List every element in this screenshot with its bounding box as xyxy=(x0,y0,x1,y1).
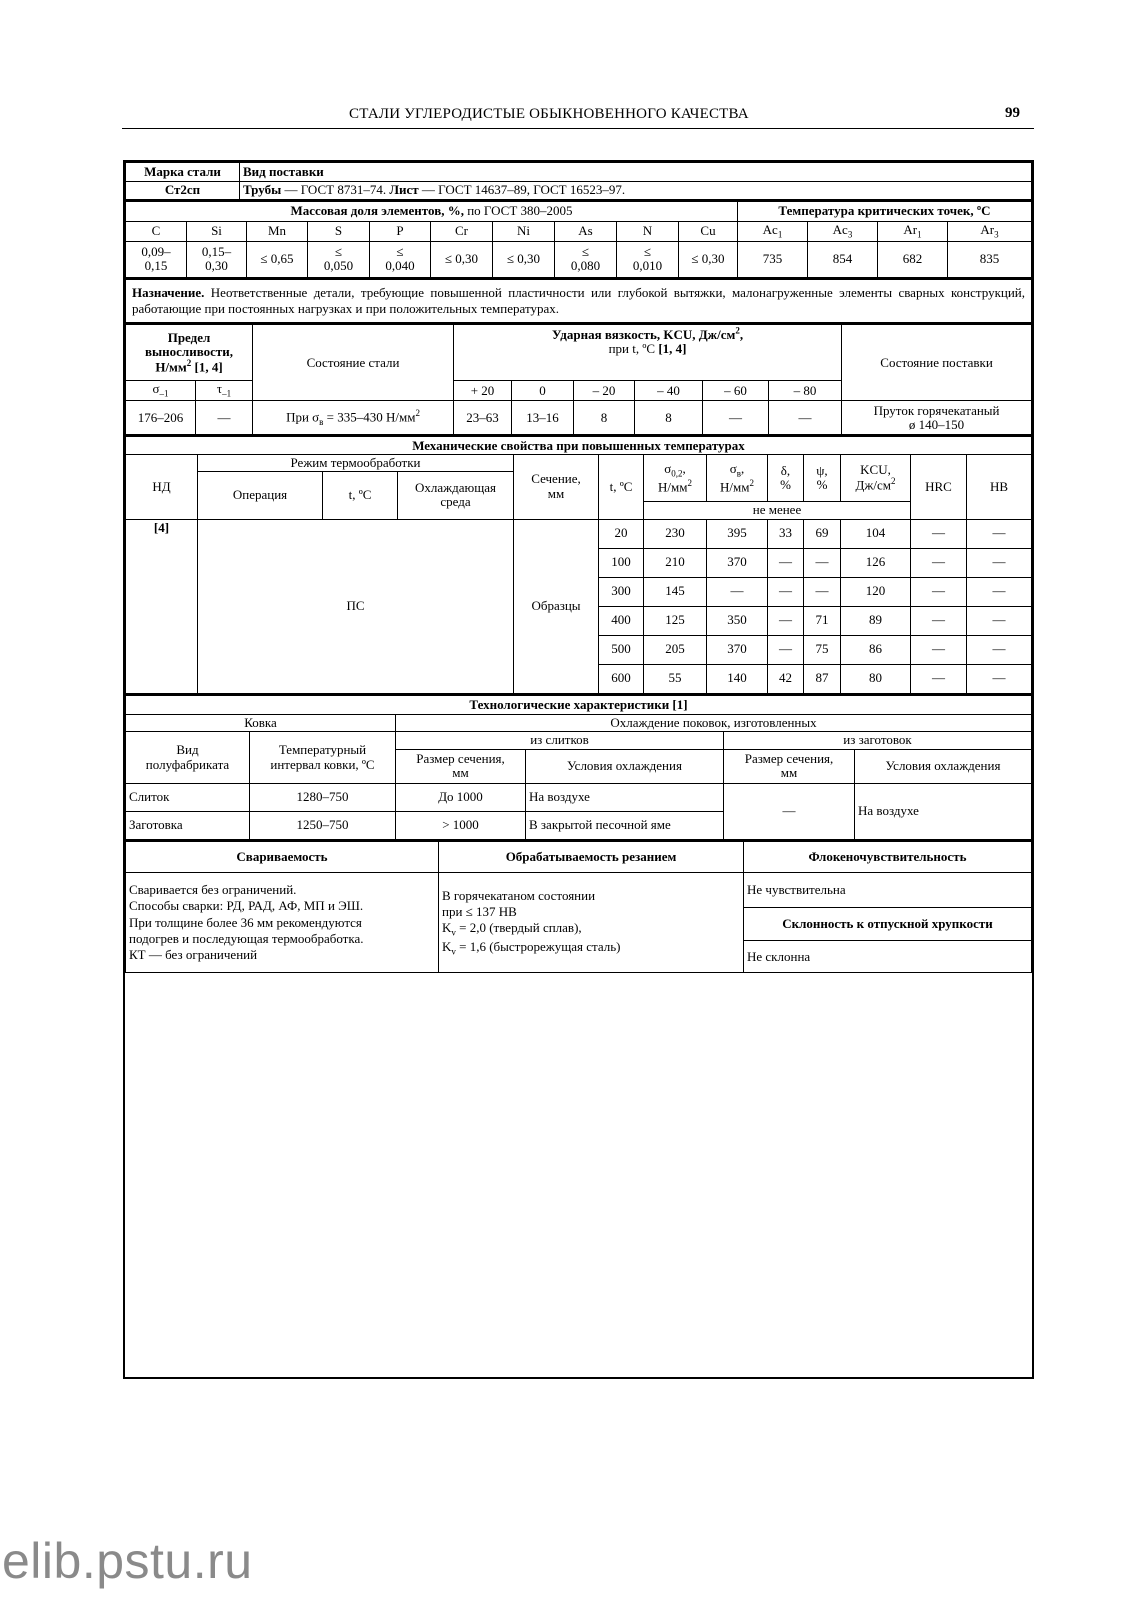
elongation-header: δ, % xyxy=(768,454,804,501)
from-billets-header: из заготовок xyxy=(724,732,1032,749)
impact-temp-2: – 20 xyxy=(574,380,635,400)
ingot-size-1: До 1000 xyxy=(396,783,526,811)
elevated-cell-r1-c7: — xyxy=(967,548,1032,577)
element-p-value: ≤ 0,040 xyxy=(370,241,431,277)
impact-value-4: — xyxy=(703,401,769,435)
kcu-header: KCU, $Дж/см^2$ xyxy=(841,454,911,501)
not-less-header: не менее xyxy=(644,502,911,519)
forging-header: Ковка xyxy=(126,715,396,732)
delivery-label: Вид поставки xyxy=(240,163,1032,182)
fatigue-header: Предел выносливости, $Н/мм^2$ [1, 4] xyxy=(126,324,253,380)
elevated-cell-r2-c1: 145 xyxy=(644,577,707,606)
elevated-cell-r5-c2: 140 xyxy=(707,664,768,693)
steel-state-header: Состояние стали xyxy=(253,324,454,400)
running-title: СТАЛИ УГЛЕРОДИСТЫЕ ОБЫКНОВЕННОГО КАЧЕСТВА xyxy=(349,106,749,122)
elevated-cell-r4-c2: 370 xyxy=(707,635,768,664)
ingot-size-2: > 1000 xyxy=(396,811,526,839)
elevated-cell-r1-c1: 210 xyxy=(644,548,707,577)
elevated-cell-r1-c0: 100 xyxy=(599,548,644,577)
elevated-cell-r3-c0: 400 xyxy=(599,606,644,635)
element-ni: Ni xyxy=(493,221,555,241)
elevated-cell-r5-c0: 600 xyxy=(599,664,644,693)
elevated-cell-r4-c7: — xyxy=(967,635,1032,664)
sigma-minus-one: $\sigma_{-1}$ xyxy=(126,380,196,400)
from-ingots-header: из слитков xyxy=(396,732,724,749)
delivery-state-header: Состояние поставки xyxy=(842,324,1032,400)
tau-minus-one: $\tau_{-1}$ xyxy=(196,380,253,400)
weldability-text: Сваривается без ограничений. Способы сварки: РД, РАД, АФ, МП и ЭШ. При толщине более 36 мм рекомендуются подогрев и последующая термообработка. КТ — без ограничений xyxy=(126,873,439,973)
flake-sensitivity-header: Флокеночувствительность xyxy=(744,841,1032,873)
elevated-cell-r1-c4: — xyxy=(804,548,841,577)
elevated-cell-r2-c2: — xyxy=(707,577,768,606)
reduction-header: ψ, % xyxy=(804,454,841,501)
heat-temp-header: t, ºС xyxy=(323,472,398,519)
element-n-value: ≤ 0,010 xyxy=(617,241,679,277)
elevated-cell-r4-c3: — xyxy=(768,635,804,664)
elevated-cell-r0-c1: 230 xyxy=(644,519,707,548)
elevated-cell-r5-c7: — xyxy=(967,664,1032,693)
ingot-cooling-2: В закрытой песочной яме xyxy=(526,811,724,839)
element-s: S xyxy=(308,221,370,241)
operation-value: ПС xyxy=(198,519,514,693)
machinability-header: Обрабатываемость резанием xyxy=(439,841,744,873)
forging-range-ingot: 1280–750 xyxy=(250,783,396,811)
steel-datasheet xyxy=(123,160,1034,1379)
elevated-cell-r2-c6: — xyxy=(911,577,967,606)
element-as: As xyxy=(555,221,617,241)
cooling-medium-header: Охлаждающая среда xyxy=(398,472,514,519)
elevated-cell-r3-c1: 125 xyxy=(644,606,707,635)
elevated-cell-r3-c5: 89 xyxy=(841,606,911,635)
elevated-cell-r0-c5: 104 xyxy=(841,519,911,548)
element-cr-value: ≤ 0,30 xyxy=(431,241,493,277)
element-c: C xyxy=(126,221,187,241)
element-cu-value: ≤ 0,30 xyxy=(679,241,738,277)
impact-temp-0: + 20 xyxy=(454,380,512,400)
flake-sensitivity-value: Не чувствительна xyxy=(744,873,1032,908)
delivery-value: Трубы — ГОСТ 8731–74. Лист — ГОСТ 14637–89, ГОСТ 16523–97. xyxy=(240,182,1032,200)
weldability-header: Свариваемость xyxy=(126,841,439,873)
technology-table xyxy=(125,694,1032,840)
temper-brittleness-value: Не склонна xyxy=(744,941,1032,973)
operation-header: Операция xyxy=(198,472,323,519)
semi-product-header: Вид полуфабриката xyxy=(126,732,250,783)
elevated-cell-r2-c3: — xyxy=(768,577,804,606)
impact-temp-3: – 40 xyxy=(635,380,703,400)
elevated-cell-r5-c3: 42 xyxy=(768,664,804,693)
elevated-cell-r3-c4: 71 xyxy=(804,606,841,635)
temperature-header: t, ºС xyxy=(599,454,644,519)
semi-product-billet: Заготовка xyxy=(126,811,250,839)
critical-point-3: $Ar_3$ xyxy=(948,221,1032,241)
elevated-cell-r2-c7: — xyxy=(967,577,1032,606)
element-cr: Cr xyxy=(431,221,493,241)
page-header xyxy=(122,104,1034,129)
grade-name: Ст2сп xyxy=(126,182,240,200)
delivery-state-value: Пруток горячекатаный ø 140–150 xyxy=(842,401,1032,435)
elevated-cell-r5-c4: 87 xyxy=(804,664,841,693)
elevated-temperature-table xyxy=(125,435,1032,693)
critical-point-2: $Ar_1$ xyxy=(878,221,948,241)
elevated-cell-r1-c6: — xyxy=(911,548,967,577)
regime-header: Режим термообработки xyxy=(198,454,514,471)
impact-temp-5: – 80 xyxy=(769,380,842,400)
purpose-note: Назначение. Неответственные детали, требующие повышенной пластичности или глубокой вытяжки, малонагруженные элементы сварных конструкций, работающие при постоянных нагрузках и при положительных температурах. xyxy=(126,279,1032,323)
elevated-cell-r2-c5: 120 xyxy=(841,577,911,606)
technology-title: Технологические характеристики [1] xyxy=(126,695,1032,715)
fatigue-impact-table xyxy=(125,323,1032,435)
impact-value-0: 23–63 xyxy=(454,401,512,435)
billet-size-header: Размер сечения, мм xyxy=(724,749,855,783)
hrc-header: HRC xyxy=(911,454,967,519)
impact-temp-1: 0 xyxy=(512,380,574,400)
elevated-cell-r4-c1: 205 xyxy=(644,635,707,664)
elevated-cell-r2-c4: — xyxy=(804,577,841,606)
yield-header: $\sigma_{0,2}$, $Н/мм^2$ xyxy=(644,454,707,501)
critical-point-2-value: 682 xyxy=(878,241,948,277)
critical-points-title: Температура критических точек, ºС xyxy=(738,201,1032,221)
elevated-cell-r3-c7: — xyxy=(967,606,1032,635)
properties-table xyxy=(125,840,1032,974)
impact-value-2: 8 xyxy=(574,401,635,435)
elevated-cell-r2-c0: 300 xyxy=(599,577,644,606)
elevated-cell-r3-c2: 350 xyxy=(707,606,768,635)
forging-range-billet: 1250–750 xyxy=(250,811,396,839)
ingot-size-header: Размер сечения, мм xyxy=(396,749,526,783)
critical-point-3-value: 835 xyxy=(948,241,1032,277)
elevated-cell-r5-c1: 55 xyxy=(644,664,707,693)
cooling-header: Охлаждение поковок, изготовленных xyxy=(396,715,1032,732)
section-header: Сечение, мм xyxy=(514,454,599,519)
elevated-cell-r0-c3: 33 xyxy=(768,519,804,548)
elevated-cell-r0-c0: 20 xyxy=(599,519,644,548)
steel-state-value: При $\sigma_в = 335-430$ $Н/мм^2$ xyxy=(253,401,454,435)
elevated-cell-r0-c6: — xyxy=(911,519,967,548)
elevated-cell-r4-c0: 500 xyxy=(599,635,644,664)
critical-point-0: $Ac_1$ xyxy=(738,221,808,241)
elevated-cell-r5-c6: — xyxy=(911,664,967,693)
element-mn: Mn xyxy=(247,221,308,241)
nd-reference: [4] xyxy=(126,519,198,693)
elevated-cell-r4-c5: 86 xyxy=(841,635,911,664)
element-s-value: ≤ 0,050 xyxy=(308,241,370,277)
critical-point-1-value: 854 xyxy=(808,241,878,277)
fatigue-tau-value: — xyxy=(196,401,253,435)
billet-cooling-header: Условия охлаждения xyxy=(855,749,1032,783)
semi-product-ingot: Слиток xyxy=(126,783,250,811)
elevated-cell-r0-c2: 395 xyxy=(707,519,768,548)
billet-size-value: — xyxy=(724,783,855,839)
page-number: 99 xyxy=(1005,105,1020,121)
elevated-cell-r0-c4: 69 xyxy=(804,519,841,548)
impact-value-5: — xyxy=(769,401,842,435)
element-cu: Cu xyxy=(679,221,738,241)
element-p: P xyxy=(370,221,431,241)
section-value: Образцы xyxy=(514,519,599,693)
element-ni-value: ≤ 0,30 xyxy=(493,241,555,277)
elevated-cell-r0-c7: — xyxy=(967,519,1032,548)
composition-table xyxy=(125,200,1032,278)
element-mn-value: ≤ 0,65 xyxy=(247,241,308,277)
elevated-cell-r1-c3: — xyxy=(768,548,804,577)
tensile-header: $\sigma_в$, $Н/мм^2$ xyxy=(707,454,768,501)
ingot-cooling-1: На воздухе xyxy=(526,783,724,811)
grade-table xyxy=(125,162,1032,200)
forging-range-header: Температурный интервал ковки, ºС xyxy=(250,732,396,783)
grade-label: Марка стали xyxy=(126,163,240,182)
machinability-text: В горячекатаном состоянии при ≤ 137 HB $K_v = 2,0$ (твердый сплав), $K_v = 1,6$ (быстрорежущая сталь) xyxy=(439,873,744,973)
critical-point-1: $Ac_3$ xyxy=(808,221,878,241)
element-si-value: 0,15– 0,30 xyxy=(187,241,247,277)
impact-value-3: 8 xyxy=(635,401,703,435)
elevated-cell-r1-c5: 126 xyxy=(841,548,911,577)
hb-header: HB xyxy=(967,454,1032,519)
element-c-value: 0,09– 0,15 xyxy=(126,241,187,277)
elevated-cell-r4-c6: — xyxy=(911,635,967,664)
elevated-cell-r1-c2: 370 xyxy=(707,548,768,577)
elevated-cell-r5-c5: 80 xyxy=(841,664,911,693)
nd-header: НД xyxy=(126,454,198,519)
elevated-cell-r3-c3: — xyxy=(768,606,804,635)
purpose-table xyxy=(125,278,1032,324)
ingot-cooling-header: Условия охлаждения xyxy=(526,749,724,783)
element-as-value: ≤ 0,080 xyxy=(555,241,617,277)
impact-header: Ударная вязкость, KCU, $Дж/см^2$, при t, ºС [1, 4] xyxy=(454,324,842,380)
fatigue-sigma-value: 176–206 xyxy=(126,401,196,435)
impact-temp-4: – 60 xyxy=(703,380,769,400)
temper-brittleness-header: Склонность к отпускной хрупкости xyxy=(744,908,1032,941)
elevated-title: Механические свойства при повышенных температурах xyxy=(126,436,1032,454)
watermark: elib.pstu.ru xyxy=(2,1533,253,1589)
elevated-cell-r3-c6: — xyxy=(911,606,967,635)
element-si: Si xyxy=(187,221,247,241)
elevated-cell-r4-c4: 75 xyxy=(804,635,841,664)
element-n: N xyxy=(617,221,679,241)
critical-point-0-value: 735 xyxy=(738,241,808,277)
composition-title: Массовая доля элементов, %, по ГОСТ 380–2005 xyxy=(126,201,738,221)
impact-value-1: 13–16 xyxy=(512,401,574,435)
billet-cooling-value: На воздухе xyxy=(855,783,1032,839)
